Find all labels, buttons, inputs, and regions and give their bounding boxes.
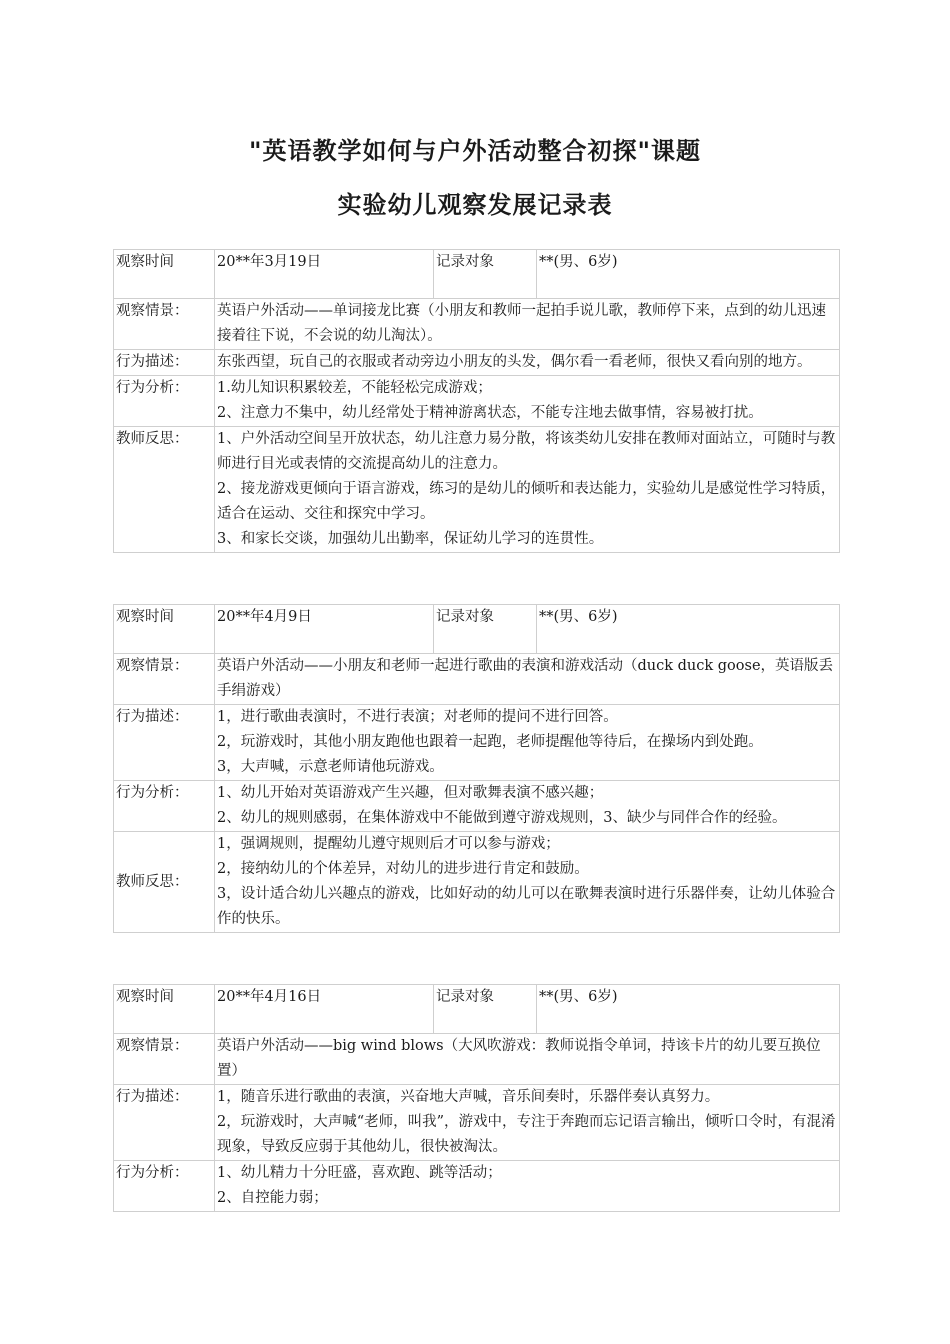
behavior-text: 东张西望，玩自己的衣服或者动旁边小朋友的头发，偶尔看一看老师，很快又看向别的地方。 bbox=[215, 350, 840, 376]
behavior-row bbox=[114, 1085, 840, 1161]
label-analysis: 行为分析： bbox=[114, 376, 215, 427]
observation-date: 20**年4月16日 bbox=[215, 985, 434, 1034]
label-observation-time: 观察时间 bbox=[114, 985, 215, 1034]
reflection-row bbox=[114, 832, 840, 933]
page-title-line-1: "英语教学如何与户外活动整合初探"课题 bbox=[248, 137, 701, 165]
label-reflection: 教师反思： bbox=[114, 832, 215, 933]
behavior-text: 1，进行歌曲表演时，不进行表演；对老师的提问不进行回答。 2，玩游戏时，其他小朋友跑他也跟着一起跑，老师提醒他等待后，在操场内到处跑。 3，大声喊，示意老师请他玩游戏。 bbox=[215, 705, 840, 781]
analysis-row bbox=[114, 1161, 840, 1212]
analysis-text: 1、幼儿精力十分旺盛，喜欢跑、跳等活动； 2、自控能力弱； bbox=[215, 1161, 840, 1212]
label-behavior: 行为描述： bbox=[114, 350, 215, 376]
label-analysis: 行为分析： bbox=[114, 781, 215, 832]
observation-date: 20**年3月19日 bbox=[215, 250, 434, 299]
analysis-text: 1、幼儿开始对英语游戏产生兴趣，但对歌舞表演不感兴趣； 2、幼儿的规则感弱，在集体游戏中不能做到遵守游戏规则，3、缺少与同伴合作的经验。 bbox=[215, 781, 840, 832]
label-reflection: 教师反思： bbox=[114, 427, 215, 553]
label-record-subject: 记录对象 bbox=[434, 605, 537, 654]
scene-row bbox=[114, 1034, 840, 1085]
analysis-row bbox=[114, 376, 840, 427]
label-scene: 观察情景： bbox=[114, 1034, 215, 1085]
label-behavior: 行为描述： bbox=[114, 705, 215, 781]
label-scene: 观察情景： bbox=[114, 299, 215, 350]
analysis-row bbox=[114, 781, 840, 832]
scene-row bbox=[114, 299, 840, 350]
record-table-2 bbox=[113, 604, 840, 933]
label-observation-time: 观察时间 bbox=[114, 605, 215, 654]
child-info: **(男、6岁) bbox=[537, 250, 840, 299]
record-header-row bbox=[114, 250, 840, 299]
observation-date: 20**年4月9日 bbox=[215, 605, 434, 654]
page-title-line-2: 实验幼儿观察发展记录表 bbox=[337, 191, 613, 219]
scene-text: 英语户外活动——小朋友和老师一起进行歌曲的表演和游戏活动（duck duck goose，英语版丢手绢游戏） bbox=[215, 654, 840, 705]
reflection-row bbox=[114, 427, 840, 553]
behavior-row bbox=[114, 705, 840, 781]
scene-text: 英语户外活动——big wind blows（大风吹游戏：教师说指令单词，持该卡片的幼儿要互换位置） bbox=[215, 1034, 840, 1085]
label-observation-time: 观察时间 bbox=[114, 250, 215, 299]
record-header-row bbox=[114, 985, 840, 1034]
behavior-text: 1，随音乐进行歌曲的表演，兴奋地大声喊，音乐间奏时，乐器伴奏认真努力。 2，玩游戏时，大声喊“老师，叫我”，游戏中，专注于奔跑而忘记语言输出，倾听口令时，有混淆现象，导致反应弱于其他幼儿，很快被淘汰。 bbox=[215, 1085, 840, 1161]
label-analysis: 行为分析： bbox=[114, 1161, 215, 1212]
scene-row bbox=[114, 654, 840, 705]
child-info: **(男、6岁) bbox=[537, 605, 840, 654]
label-behavior: 行为描述： bbox=[114, 1085, 215, 1161]
record-table-3 bbox=[113, 984, 840, 1212]
analysis-text: 1.幼儿知识积累较差，不能轻松完成游戏； 2、注意力不集中，幼儿经常处于精神游离状态，不能专注地去做事情，容易被打扰。 bbox=[215, 376, 840, 427]
label-record-subject: 记录对象 bbox=[434, 250, 537, 299]
behavior-row bbox=[114, 350, 840, 376]
scene-text: 英语户外活动——单词接龙比赛（小朋友和教师一起拍手说儿歌，教师停下来，点到的幼儿迅速接着往下说，不会说的幼儿淘汰）。 bbox=[215, 299, 840, 350]
label-record-subject: 记录对象 bbox=[434, 985, 537, 1034]
reflection-text: 1、户外活动空间呈开放状态，幼儿注意力易分散，将该类幼儿安排在教师对面站立，可随时与教师进行目光或表情的交流提高幼儿的注意力。 2、接龙游戏更倾向于语言游戏，练习的是幼儿的倾听和表达能力，实验幼儿是感觉性学习特质，适合在运动、交往和探究中学习。 3、和家长交谈，加强幼儿出勤率，保证幼儿学习的连贯性。 bbox=[215, 427, 840, 553]
record-header-row bbox=[114, 605, 840, 654]
reflection-text: 1，强调规则，提醒幼儿遵守规则后才可以参与游戏； 2，接纳幼儿的个体差异，对幼儿的进步进行肯定和鼓励。 3，设计适合幼儿兴趣点的游戏，比如好动的幼儿可以在歌舞表演时进行乐器伴奏，让幼儿体验合作的快乐。 bbox=[215, 832, 840, 933]
child-info: **(男、6岁) bbox=[537, 985, 840, 1034]
label-scene: 观察情景： bbox=[114, 654, 215, 705]
record-table-1 bbox=[113, 249, 840, 553]
